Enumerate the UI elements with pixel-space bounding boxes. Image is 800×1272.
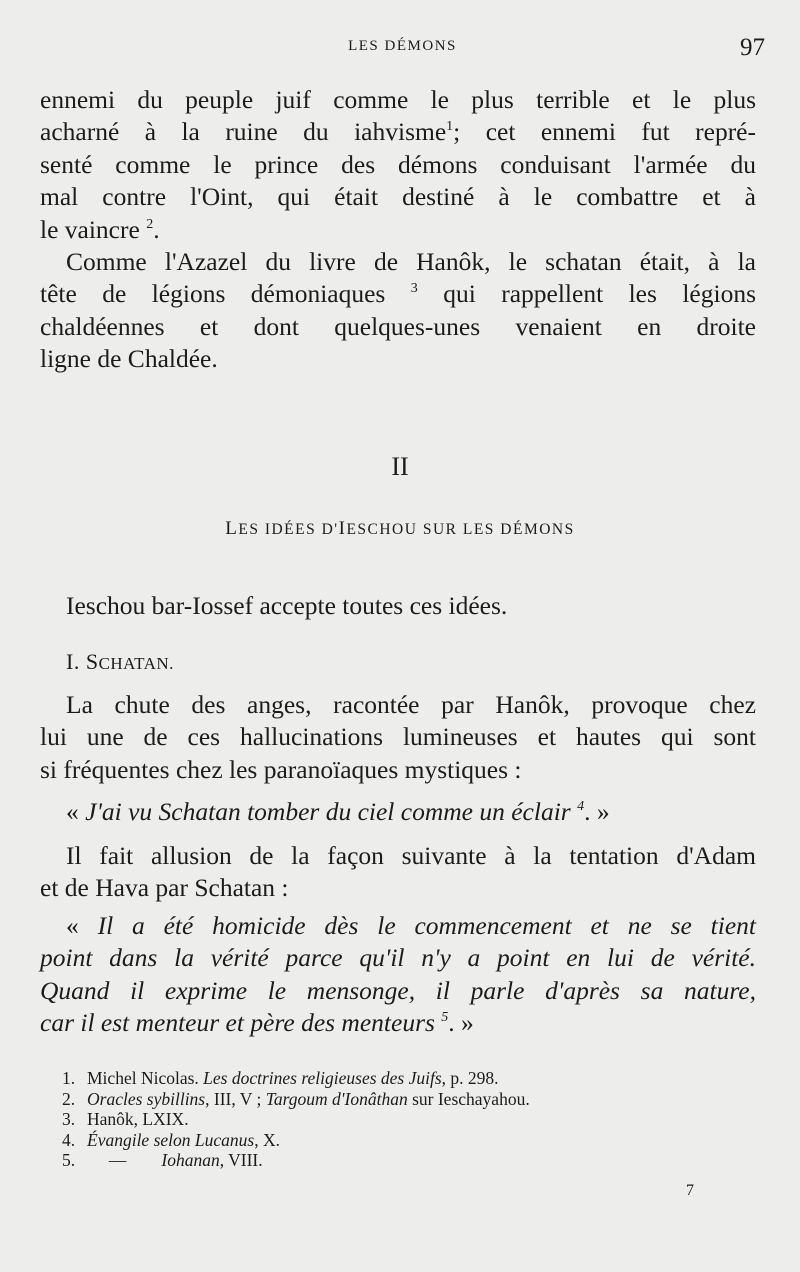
text-line: chaldéennes et dont quelques-unes venaient en droite (40, 311, 756, 341)
footnote: 4. Évangile selon Lucanus, X. (62, 1129, 280, 1150)
signature-mark: 7 (686, 1182, 694, 1199)
text-line: Il fait allusion de la façon suivante à la tentation d'Adam (66, 841, 756, 870)
footnote-ref[interactable]: 1 (446, 119, 454, 135)
quote-line: point dans la vérité parce qu'il n'y a point en lui de vérité. (40, 943, 756, 973)
quote-line: « Il a été homicide dès le commencement et ne se tient (66, 911, 757, 940)
allusion-paragraph (40, 840, 756, 905)
footnote-ref[interactable]: 5 (441, 1010, 449, 1026)
page-number: 97 (740, 34, 765, 61)
quote-line: « J'ai vu Schatan tomber du ciel comme un éclair $^4$. » (66, 797, 610, 826)
text-line: acharné à la ruine du iahvisme$^1$; cet ennemi fut repré- (40, 117, 756, 147)
azazel-paragraph (40, 246, 756, 376)
quote-lucanus (40, 796, 756, 828)
section-title: LES IDÉES D'IESCHOU SUR LES DÉMONS (225, 518, 575, 539)
footnote-ref[interactable]: 4 (577, 799, 585, 814)
footnote-ref[interactable]: 2 (146, 216, 154, 232)
text-line: tête de légions démoniaques $^3$ qui rappellent les légions (40, 279, 756, 309)
footnote: 2. Oracles sybillins, III, V ; Targoum d'Ionâthan sur Ieschayahou. (62, 1088, 530, 1109)
footnote: 5. — Iohanan, VIII. (62, 1150, 263, 1170)
text-line: si fréquentes chez les paranoïaques mystiques : (40, 754, 522, 784)
quote-line: Quand il exprime le mensonge, il parle d'après sa nature, (40, 975, 756, 1005)
intro-paragraph (40, 590, 756, 622)
footnote: 1. Michel Nicolas. Les doctrines religieuses des Juifs, p. 298. (62, 1068, 499, 1088)
footnotes (62, 1068, 762, 1171)
footnote: 3. Hanôk, LXIX. (62, 1109, 189, 1129)
text-line: le vaincre $^2$. (40, 214, 160, 244)
text-line: La chute des anges, racontée par Hanôk, provoque chez (66, 690, 756, 719)
text-line: et de Hava par Schatan : (40, 873, 289, 903)
text-line: Comme l'Azazel du livre de Hanôk, le schatan était, à la (66, 247, 756, 276)
footnote-ref[interactable]: 3 (410, 281, 418, 297)
fall-paragraph (40, 689, 756, 786)
text-line: ligne de Chaldée. (40, 344, 218, 374)
quote-iohanan (40, 910, 756, 1040)
subheading-schatan: I. SCHATAN. (66, 649, 174, 674)
text-line: Ieschou bar-Iossef accepte toutes ces idées. (66, 591, 508, 620)
text-line: mal contre l'Oint, qui était destiné à le combattre et à (40, 182, 756, 212)
text-line: ennemi du peuple juif comme le plus terrible et le plus (40, 85, 756, 114)
running-title: LES DÉMONS (348, 38, 457, 54)
text-line: lui une de ces hallucinations lumineuses et hautes qui sont (40, 722, 756, 752)
subheading (40, 646, 756, 680)
quote-line: car il est menteur et père des menteurs $^5$. » (40, 1008, 474, 1038)
section-number: II (391, 452, 409, 481)
text-line: senté comme le prince des démons conduisant l'armée du (40, 149, 756, 179)
page-header (40, 34, 765, 64)
top-paragraph (40, 84, 756, 246)
